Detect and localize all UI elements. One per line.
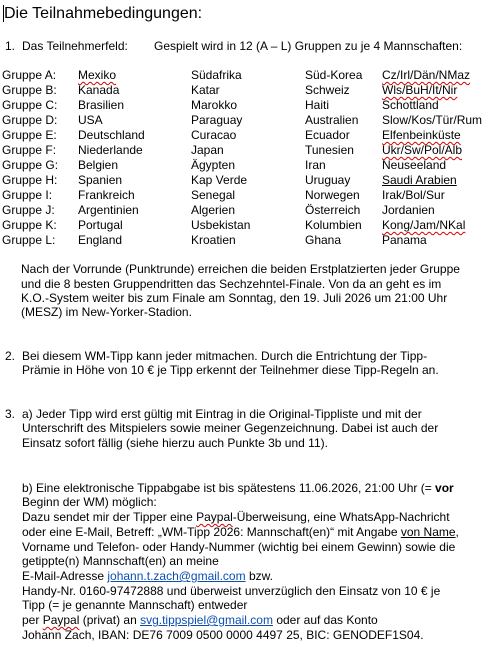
section-3b-line-1: b) Eine elektronische Tippabgabe ist bis spätestens 11.06.2026, 21:00 Uhr (= vor xyxy=(22,481,454,495)
group-team: USA xyxy=(78,113,103,127)
group-team: Süd-Korea xyxy=(305,68,363,82)
group-team: Kong/Jam/NKal xyxy=(382,218,466,232)
group-team: Irak/Bol/Sur xyxy=(382,188,445,202)
section-2-line-2: Prämie in Höhe von 10 € je Tipp erkennt der Teilnehmer diese Tipp-Regeln an. xyxy=(22,363,439,377)
group-name: Gruppe H: xyxy=(2,173,58,187)
group-name: Gruppe G: xyxy=(2,158,59,172)
group-team: Uruguay xyxy=(305,173,351,187)
section-2-line-1: Bei diesem WM-Tipp kann jeder mitmachen. Durch die Entrichtung der Tipp- xyxy=(22,349,428,363)
section-3a-line-3: Einsatz sofort fällig (siehe hierzu auch Punkte 3b und 11). xyxy=(22,436,328,450)
group-team: Schottland xyxy=(382,98,439,112)
vorrunde-line-4: (MESZ) im New-Yorker-Stadion. xyxy=(21,305,192,319)
group-team: Mexiko xyxy=(78,68,117,82)
group-name: Gruppe L: xyxy=(2,233,56,247)
page-title: Die Teilnahmebedingungen: xyxy=(4,5,203,22)
section-1-intro: Gespielt wird in 12 (A – L) Gruppen zu je 4 Mannschaften: xyxy=(154,39,463,53)
section-3b-line-2: Beginn der WM) möglich: xyxy=(22,495,157,509)
group-name: Gruppe J: xyxy=(2,203,55,217)
group-team: Portugal xyxy=(78,218,123,232)
group-team: Schweiz xyxy=(305,83,350,97)
group-name: Gruppe K: xyxy=(2,218,57,232)
group-team: Norwegen xyxy=(305,188,360,202)
group-team: Brasilien xyxy=(78,98,125,112)
group-team: Kanada xyxy=(78,83,120,97)
section-3-number: 3. xyxy=(5,407,16,421)
group-team: Saudi Arabien xyxy=(382,173,457,187)
group-name: Gruppe B: xyxy=(2,83,57,97)
group-team: Südafrika xyxy=(191,68,242,82)
section-3b-line-5: Vorname und Telefon- oder Handy-Nummer (wichtig bei einem Gewinn) sowie die xyxy=(22,540,456,554)
section-3b-line-11: Johann Zach, IBAN: DE76 7009 0500 0000 4497 25, BIC: GENODEF1S04. xyxy=(22,628,424,642)
group-team: Slow/Kos/Tür/Rum xyxy=(382,113,483,127)
group-team: Senegal xyxy=(191,188,236,202)
group-name: Gruppe D: xyxy=(2,113,58,127)
group-team: Frankreich xyxy=(78,188,135,202)
group-team: England xyxy=(78,233,123,247)
group-team: Katar xyxy=(191,83,220,97)
group-team: Neuseeland xyxy=(382,158,447,172)
section-3b-line-3: Dazu sendet mir der Tipper eine Paypal-Überweisung, eine WhatsApp-Nachricht xyxy=(22,510,450,524)
group-name: Gruppe E: xyxy=(2,128,57,142)
group-name: Gruppe A: xyxy=(2,68,57,82)
group-name: Gruppe F: xyxy=(2,143,57,157)
group-team: Niederlande xyxy=(78,143,143,157)
group-team: Curacao xyxy=(191,128,237,142)
group-team: Belgien xyxy=(78,158,119,172)
paypal-address-link[interactable]: svg.tippspiel@gmail.com xyxy=(140,613,273,627)
vorrunde-line-1: Nach der Vorrunde (Punktrunde) erreichen die beiden Erstplatzierten jeder Gruppe xyxy=(21,262,460,276)
group-team: Argentinien xyxy=(78,203,139,217)
group-team: Paraguay xyxy=(191,113,243,127)
group-team: Ghana xyxy=(305,233,342,247)
section-3b-line-4: oder eine E-Mail, Betreff: „WM-Tipp 2026: Mannschaft(en)“ mit Angabe von Name, xyxy=(22,525,459,539)
group-team: Australien xyxy=(305,113,359,127)
group-team: Elfenbeinküste xyxy=(382,128,461,142)
group-team: Haiti xyxy=(305,98,330,112)
group-team: Algerien xyxy=(191,203,236,217)
group-team: Panama xyxy=(382,233,427,247)
group-team: Ägypten xyxy=(191,158,236,172)
email-link[interactable]: johann.t.zach@gmail.com xyxy=(107,569,246,583)
group-team: Marokko xyxy=(191,98,238,112)
group-name: Gruppe I: xyxy=(2,188,53,202)
section-2-number: 2. xyxy=(5,349,16,363)
group-team: Deutschland xyxy=(78,128,145,142)
group-team: Usbekistan xyxy=(191,218,251,232)
section-3b-line-8: Handy-Nr. 0160-97472888 und überweist unverzüglich den Einsatz von 10 € je xyxy=(22,584,441,598)
section-3b-line-10: per Paypal (privat) an svg.tippspiel@gmail.com oder auf das Konto xyxy=(22,613,378,627)
vorrunde-line-3: K.O.-System weiter bis zum Finale am Sonntag, den 19. Juli 2026 um 21:00 Uhr xyxy=(21,291,448,305)
group-team: Ukr/Sw/Pol/Alb xyxy=(382,143,463,157)
section-3a-line-2: Unterschrift des Mitspielers sowie meiner Gegenzeichnung. Dabei ist auch der xyxy=(22,421,439,435)
group-team: Jordanien xyxy=(382,203,435,217)
section-3a-line-1: a) Jeder Tipp wird erst gültig mit Eintrag in die Original-Tippliste und mit der xyxy=(22,407,422,421)
section-1-label: Das Teilnehmerfeld: xyxy=(22,39,128,53)
group-team: Kroatien xyxy=(191,233,236,247)
group-team: Ecuador xyxy=(305,128,350,142)
vorrunde-line-2: und die 8 besten Gruppendritten das Sechzehntel-Finale. Von da an geht es im xyxy=(21,277,442,291)
group-name: Gruppe C: xyxy=(2,98,58,112)
group-team: Wls/BuH/It/Nir xyxy=(382,83,458,97)
group-team: Spanien xyxy=(78,173,123,187)
section-3b-line-7: E-Mail-Adresse johann.t.zach@gmail.com bzw. xyxy=(22,569,273,583)
group-team: Iran xyxy=(305,158,326,172)
section-3b-line-9: Tipp (= je genannte Mannschaft) entweder xyxy=(22,598,248,612)
group-team: Kap Verde xyxy=(191,173,248,187)
group-team: Tunesien xyxy=(305,143,354,157)
section-1-number: 1. xyxy=(5,39,16,53)
section-3b-line-6: getippte(n) Mannschaft(en) an meine xyxy=(22,554,219,568)
group-team: Cz/Irl/Dän/NMaz xyxy=(382,68,471,82)
group-team: Kolumbien xyxy=(305,218,362,232)
group-team: Japan xyxy=(191,143,224,157)
group-team: Österreich xyxy=(305,203,361,217)
